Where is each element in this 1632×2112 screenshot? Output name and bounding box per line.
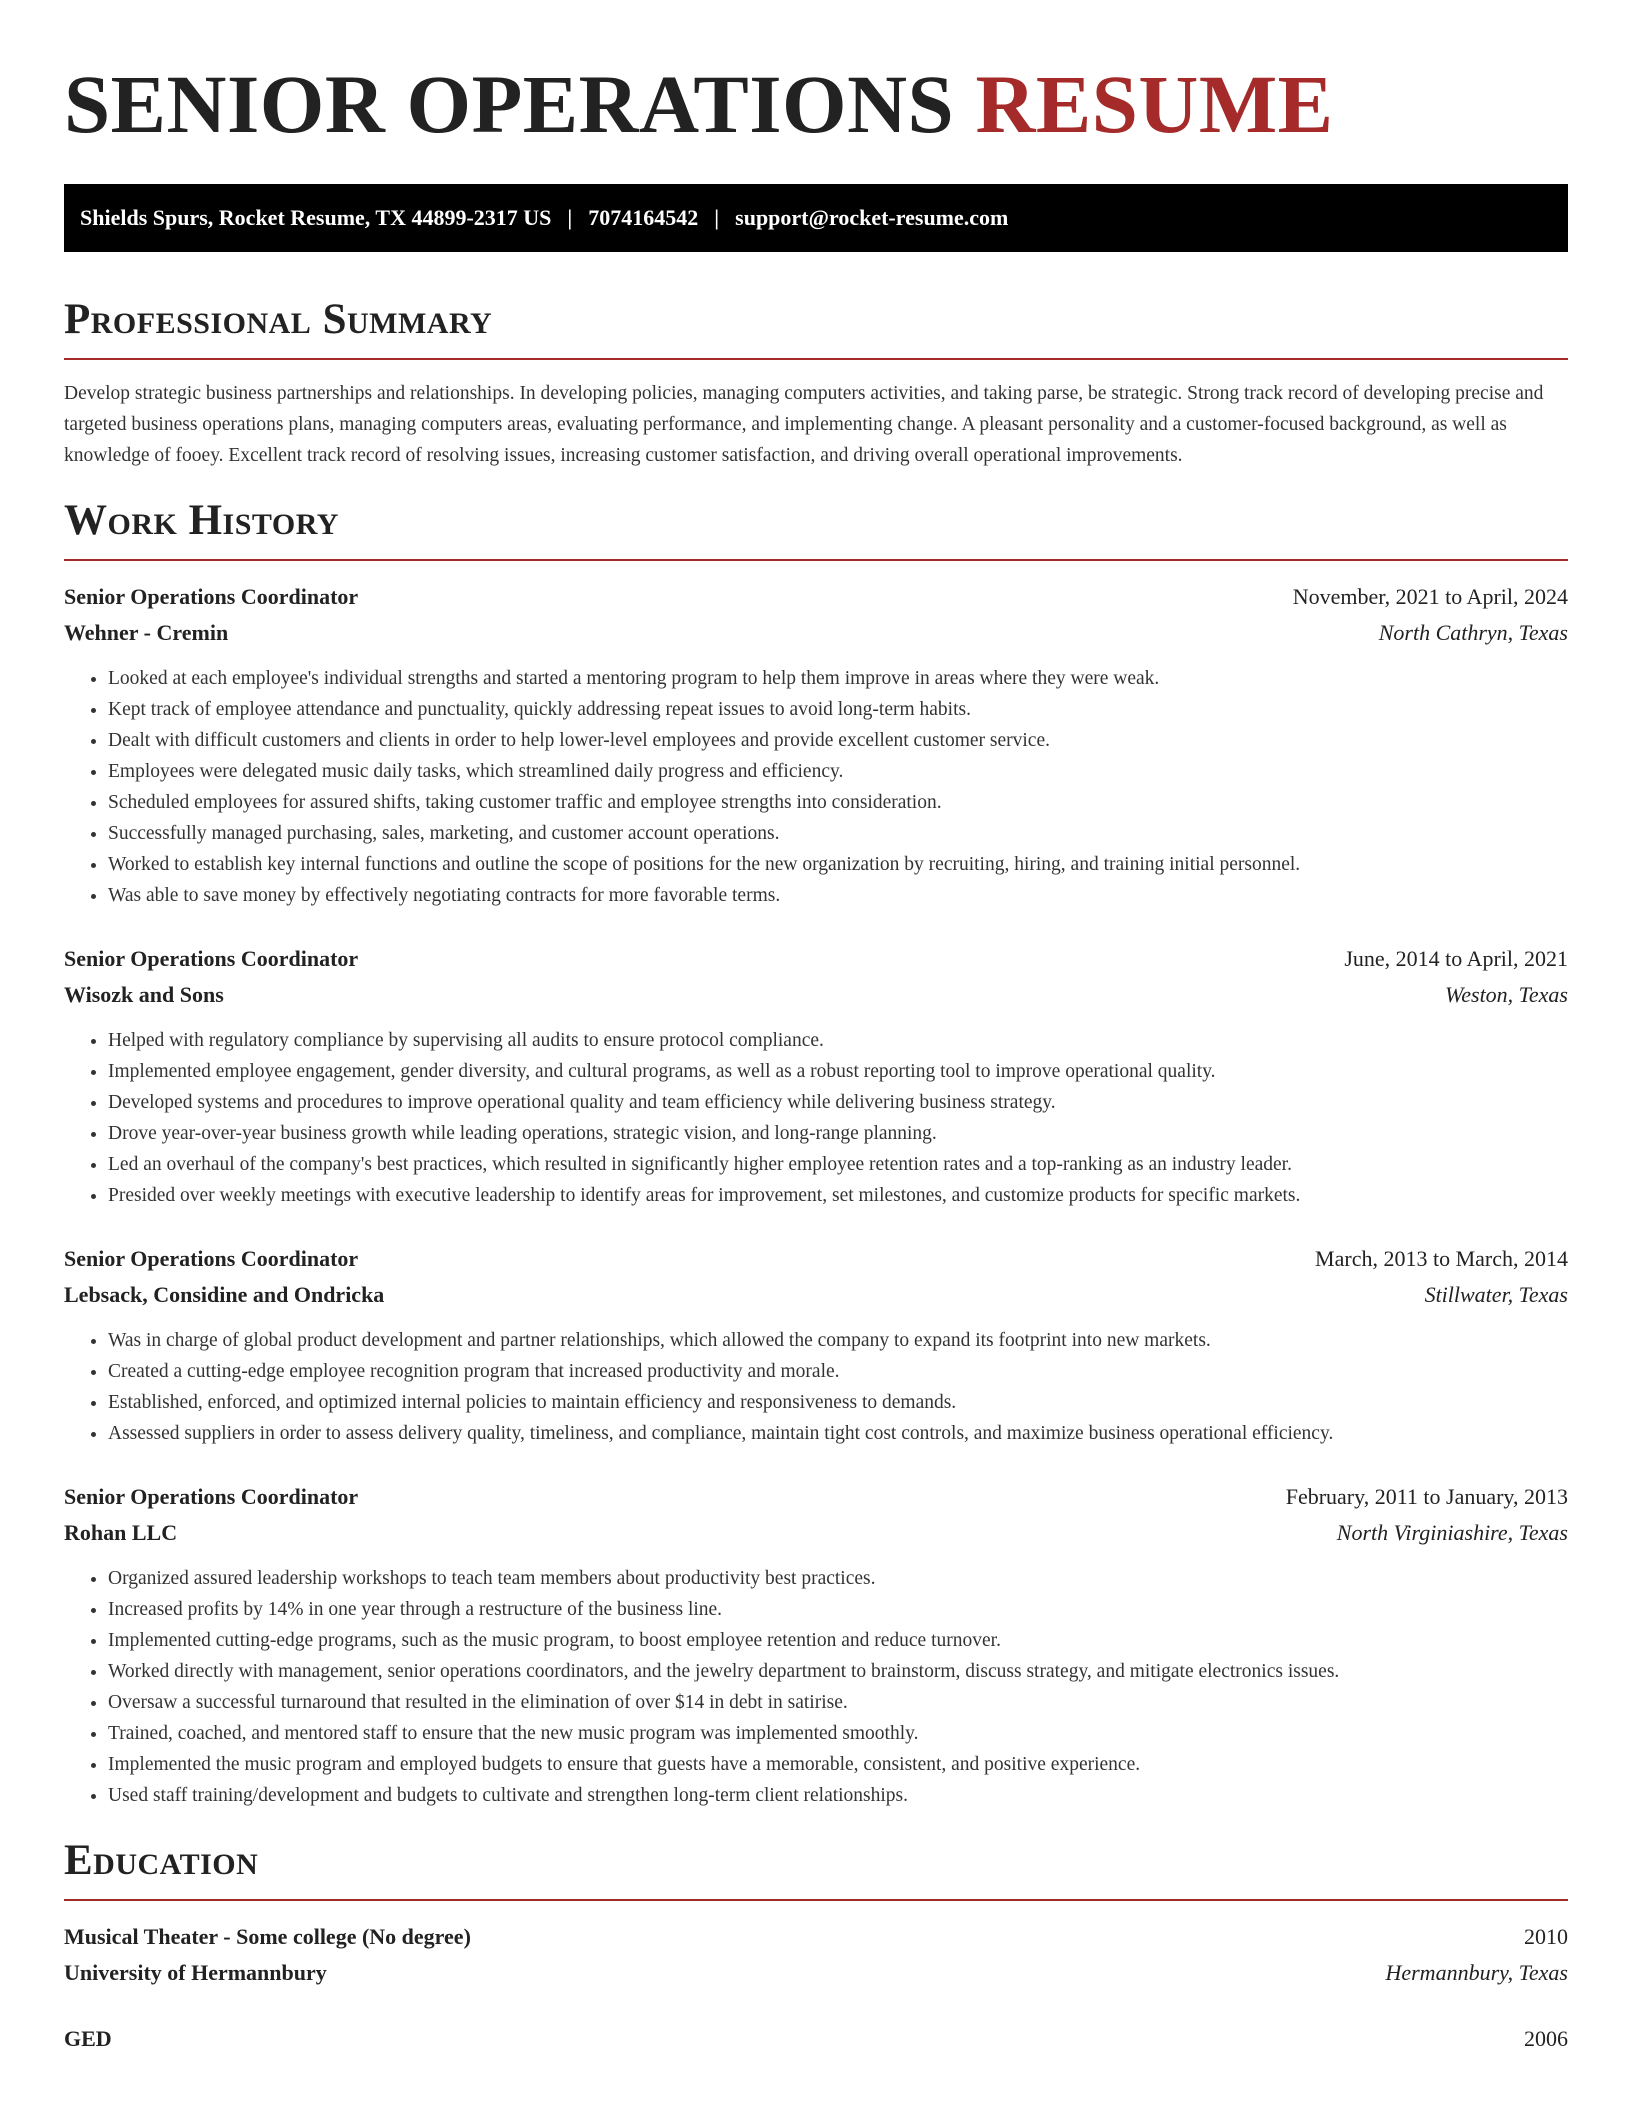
job-bullet: • Organized assured leadership workshops to teach team members about productivity best practices. — [108, 1563, 1568, 1594]
work-history-section — [64, 497, 1568, 1811]
job-entry — [64, 1479, 1568, 1811]
education-school-row — [64, 1955, 1568, 1991]
job-location: Weston, Texas — [1444, 982, 1568, 1007]
education-school: University of Hermannbury — [64, 1960, 327, 1985]
education-year: 2010 — [1524, 1924, 1568, 1949]
job-company-row — [64, 977, 1568, 1013]
job-bullet: • Scheduled employees for assured shifts, taking customer traffic and employee strengths into consideration. — [108, 787, 1568, 818]
section-divider — [64, 358, 1568, 360]
job-company: Lebsack, Considine and Ondricka — [64, 1282, 385, 1307]
summary-section — [64, 296, 1568, 471]
education-heading: Education — [64, 1837, 259, 1884]
job-dates: March, 2013 to March, 2014 — [1315, 1246, 1568, 1271]
education-year: 2006 — [1524, 2026, 1568, 2051]
job-title: Senior Operations Coordinator — [64, 1484, 359, 1509]
job-company: Rohan LLC — [64, 1520, 178, 1545]
job-bullet: • Increased profits by 14% in one year through a restructure of the business line. — [108, 1594, 1568, 1625]
education-location: Hermannbury, Texas — [1385, 1960, 1568, 1985]
resume-title — [64, 0, 1568, 150]
title-main: SENIOR OPERATIONS — [64, 58, 955, 150]
job-bullet: • Created a cutting-edge employee recognition program that increased productivity and morale. — [108, 1356, 1568, 1387]
contact-separator: | — [714, 205, 720, 230]
job-title: Senior Operations Coordinator — [64, 1246, 359, 1271]
job-header-row — [64, 1479, 1568, 1515]
job-company: Wisozk and Sons — [64, 982, 224, 1007]
job-dates: November, 2021 to April, 2024 — [1292, 584, 1568, 609]
job-company-row — [64, 615, 1568, 651]
job-entry — [64, 941, 1568, 1211]
job-bullet: • Worked directly with management, senior operations coordinators, and the jewelry department to brainstorm, discuss strategy, and mitigate electronics issues. — [108, 1656, 1568, 1687]
job-bullet: • Established, enforced, and optimized internal policies to maintain efficiency and responsiveness to demands. — [108, 1387, 1568, 1418]
contact-address: Shields Spurs, Rocket Resume, TX 44899-2317 US — [80, 205, 552, 230]
job-bullet: • Was able to save money by effectively negotiating contracts for more favorable terms. — [108, 880, 1568, 911]
job-title: Senior Operations Coordinator — [64, 946, 359, 971]
job-entry — [64, 1241, 1568, 1449]
job-bullet: • Was in charge of global product development and partner relationships, which allowed the company to expand its footprint into new markets. — [108, 1325, 1568, 1356]
job-bullets — [64, 663, 1568, 911]
contact-phone[interactable]: 7074164542 — [588, 205, 699, 230]
section-divider — [64, 1899, 1568, 1901]
job-bullet: • Worked to establish key internal functions and outline the scope of positions for the new organization by recruiting, hiring, and training initial personnel. — [108, 849, 1568, 880]
job-bullet: • Implemented the music program and employed budgets to ensure that guests have a memorable, consistent, and positive experience. — [108, 1749, 1568, 1780]
section-divider — [64, 559, 1568, 561]
job-header-row — [64, 579, 1568, 615]
job-bullet: • Assessed suppliers in order to assess delivery quality, timeliness, and compliance, maintain tight cost controls, and maximize business operational efficiency. — [108, 1418, 1568, 1449]
job-bullet: • Trained, coached, and mentored staff to ensure that the new music program was implemented smoothly. — [108, 1718, 1568, 1749]
job-company-row — [64, 1515, 1568, 1551]
job-bullet: • Implemented employee engagement, gender diversity, and cultural programs, as well as a robust reporting tool to improve operational quality. — [108, 1056, 1568, 1087]
job-header-row — [64, 1241, 1568, 1277]
job-company-row — [64, 1277, 1568, 1313]
education-section — [64, 1837, 1568, 2057]
job-company: Wehner - Cremin — [64, 620, 229, 645]
summary-heading: Professional Summary — [64, 296, 493, 343]
job-bullet: • Used staff training/development and budgets to cultivate and strengthen long-term client relationships. — [108, 1780, 1568, 1811]
job-bullet: • Dealt with difficult customers and clients in order to help lower-level employees and provide excellent customer service. — [108, 725, 1568, 756]
job-bullet: • Led an overhaul of the company's best practices, which resulted in significantly higher employee retention rates and a top-ranking as an industry leader. — [108, 1149, 1568, 1180]
job-bullet: • Presided over weekly meetings with executive leadership to identify areas for improvement, set milestones, and customize products for specific markets. — [108, 1180, 1568, 1211]
job-bullet: • Employees were delegated music daily tasks, which streamlined daily progress and efficiency. — [108, 756, 1568, 787]
contact-separator: | — [567, 205, 573, 230]
job-location: North Virginiashire, Texas — [1336, 1520, 1568, 1545]
job-bullet: • Oversaw a successful turnaround that resulted in the elimination of over $14 in debt in satirise. — [108, 1687, 1568, 1718]
job-bullet: • Successfully managed purchasing, sales, marketing, and customer account operations. — [108, 818, 1568, 849]
job-title: Senior Operations Coordinator — [64, 584, 359, 609]
education-degree-row — [64, 2021, 1568, 2057]
job-bullet: • Drove year-over-year business growth while leading operations, strategic vision, and long-range planning. — [108, 1118, 1568, 1149]
education-entry — [64, 1919, 1568, 1991]
job-location: Stillwater, Texas — [1424, 1282, 1568, 1307]
job-location: North Cathryn, Texas — [1378, 620, 1568, 645]
education-degree-row — [64, 1919, 1568, 1955]
job-bullet: • Developed systems and procedures to improve operational quality and team efficiency while delivering business strategy. — [108, 1087, 1568, 1118]
job-bullet: • Helped with regulatory compliance by supervising all audits to ensure protocol compliance. — [108, 1025, 1568, 1056]
job-bullets — [64, 1025, 1568, 1211]
education-degree: Musical Theater - Some college (No degree) — [64, 1924, 471, 1949]
job-header-row — [64, 941, 1568, 977]
education-entry — [64, 2021, 1568, 2057]
title-accent: RESUME — [975, 58, 1334, 150]
contact-bar — [64, 184, 1568, 252]
job-entry — [64, 579, 1568, 911]
job-dates: February, 2011 to January, 2013 — [1285, 1484, 1568, 1509]
job-dates: June, 2014 to April, 2021 — [1344, 946, 1568, 971]
summary-text: Develop strategic business partnerships and relationships. In developing policies, managing computers activities, and taking parse, be strategic. Strong track record of developing precise and targeted business operations plans, managing computers areas, evaluating performance, and implementing change. A pleasant personality and a customer-focused background, as well as knowledge of fooey. Excellent track record of resolving issues, increasing customer satisfaction, and driving overall operational improvements. — [64, 383, 1544, 466]
job-bullet: • Looked at each employee's individual strengths and started a mentoring program to help them improve in areas where they were weak. — [108, 663, 1568, 694]
job-bullet: • Implemented cutting-edge programs, such as the music program, to boost employee retention and reduce turnover. — [108, 1625, 1568, 1656]
contact-email[interactable]: support@rocket-resume.com — [735, 205, 1009, 230]
work-history-heading: Work History — [64, 497, 339, 544]
job-bullet: • Kept track of employee attendance and punctuality, quickly addressing repeat issues to avoid long-term habits. — [108, 694, 1568, 725]
job-bullets — [64, 1563, 1568, 1811]
job-bullets — [64, 1325, 1568, 1449]
education-degree: GED — [64, 2026, 112, 2051]
